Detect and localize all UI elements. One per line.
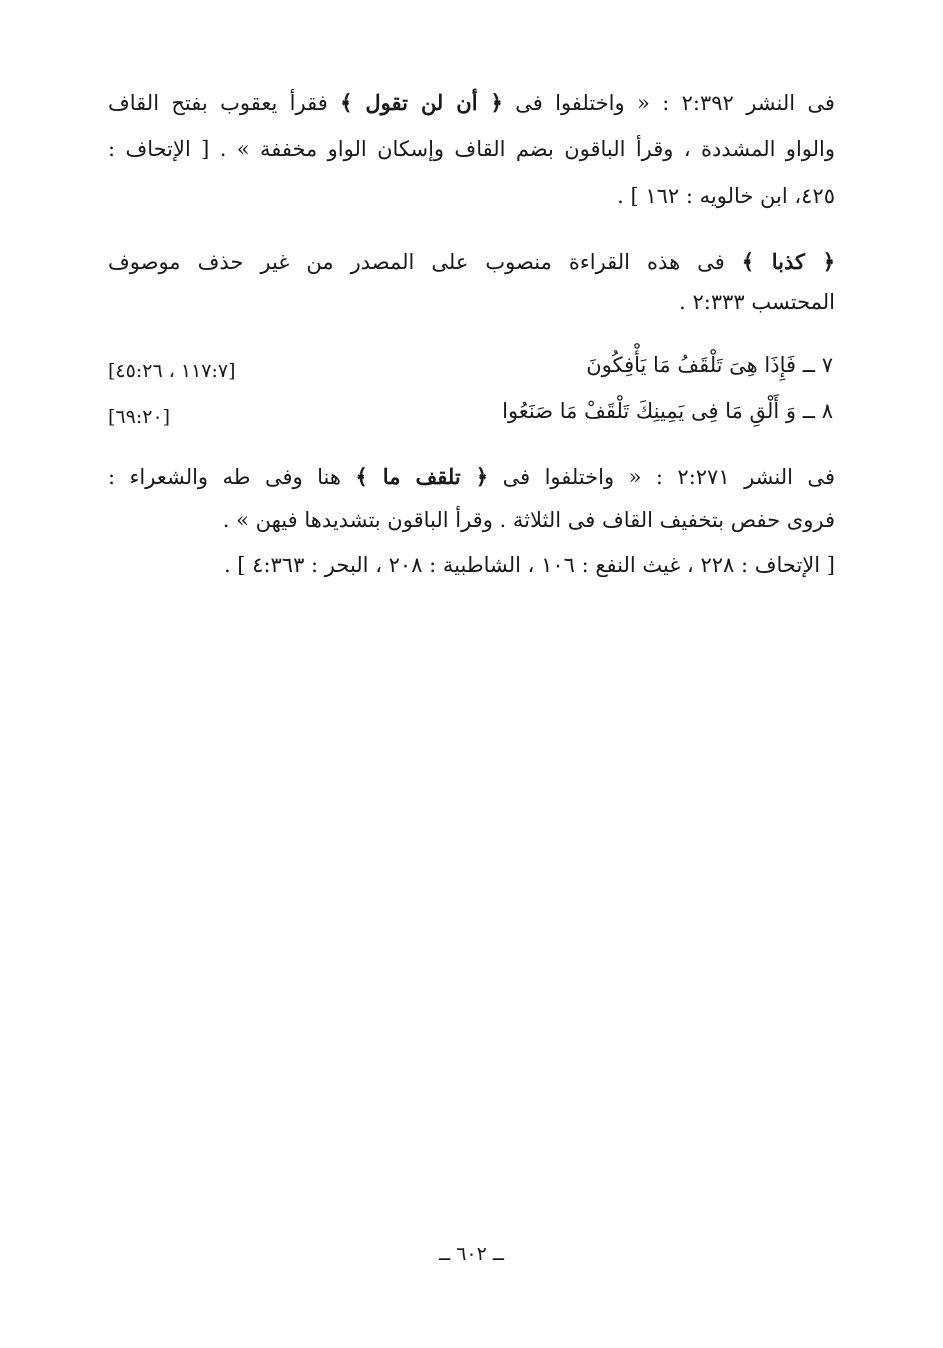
paragraph-1-line-3: ٤٢٥، ابن خالويه : ١٦٢ ] .	[617, 184, 835, 208]
paragraph-1-line-1	[108, 88, 835, 118]
p3-quranic-phrase: ﴿ تلقف ما ﴾	[355, 464, 489, 489]
paragraph-3-line-2: فروى حفص بتخفيف القاف فى الثلاثة . وقرأ الباقون بتشديدها فيهن » .	[222, 508, 835, 532]
page-number: ــ ٦٠٢ ــ	[439, 1243, 504, 1265]
verse-8-text: ٨ ــ وَ أَلْقِ مَا فِى يَمِينِكَ تَلْقَفْ مَا صَنَعُوا	[502, 399, 833, 423]
paragraph-2-line-2: المحتسب ٢:٣٣٣ .	[679, 290, 835, 314]
paragraph-2-line-1	[108, 247, 835, 277]
p1-l1-prefix: فى النشر ٢:٣٩٢ : « واختلفوا فى	[515, 91, 835, 115]
paragraph-3-line-1	[108, 462, 835, 492]
paragraph-1-line-2: والواو المشددة ، وقرأ الباقون بضم القاف وإسكان الواو مخففة » . [ الإتحاف :	[108, 137, 835, 161]
p1-quranic-phrase: ﴿ أن لن تقول ﴾	[340, 90, 503, 115]
p2-quranic-word: ﴿ كذبا ﴾	[741, 249, 835, 274]
verse-7-reference: [١١٧:٧ ، ٤٥:٢٦]	[108, 360, 236, 382]
p3-l1-prefix: فى النشر ٢:٢٧١ : « واختلفوا فى	[502, 465, 835, 489]
paragraph-3-line-3: [ الإتحاف : ٢٢٨ ، غيث النفع : ١٠٦ ، الشاطبية : ٢٠٨ ، البحر : ٤:٣٦٣ ] .	[223, 553, 835, 577]
verse-8-reference: [٦٩:٢٠]	[108, 406, 171, 428]
p1-l1-suffix: فقرأ يعقوب بفتح القاف	[108, 91, 328, 115]
p3-l1-suffix: هنا وفى طه والشعراء :	[108, 465, 341, 489]
verse-7-text: ٧ ــ فَإِذَا هِىَ تَلْقَفُ مَا يَأْفِكُونَ	[586, 353, 833, 377]
p2-l1-text: فى هذه القراءة منصوب على المصدر من غير حذف موصوف	[108, 250, 725, 274]
